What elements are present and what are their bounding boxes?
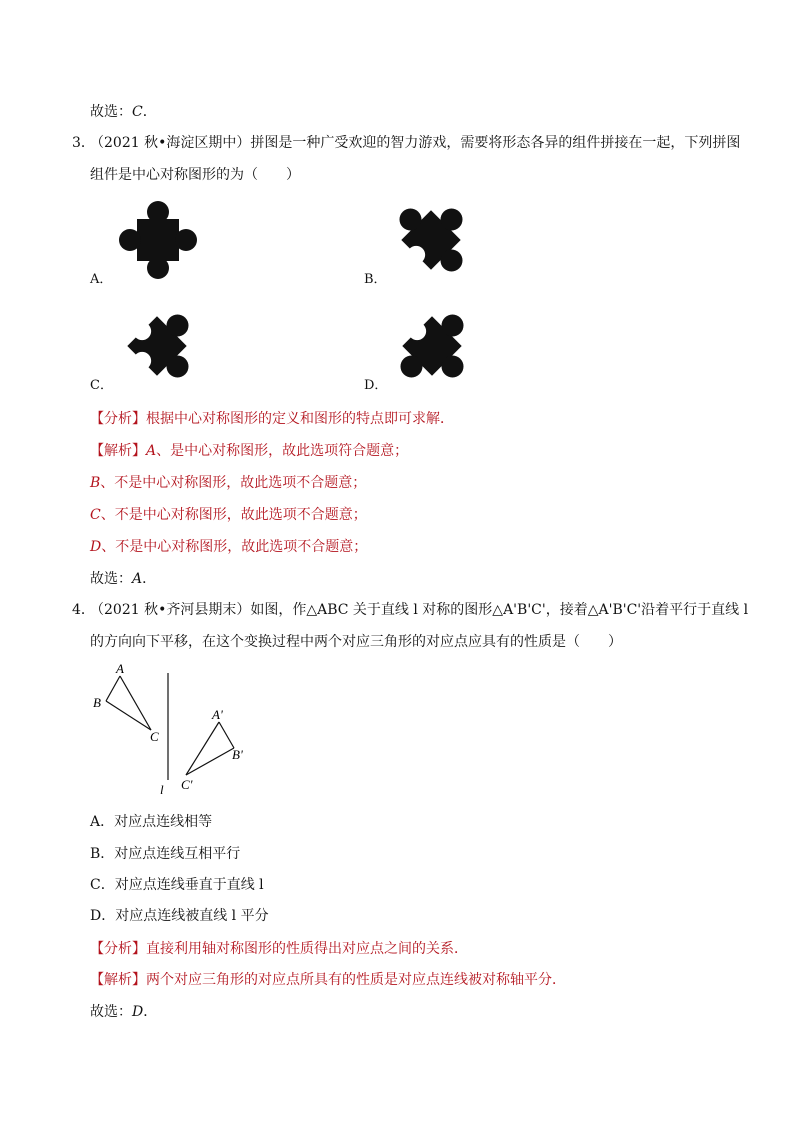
q4-answer [90,1002,157,1022]
q4-solution [90,970,566,990]
solution-letter: C [90,507,101,523]
solution-text: 、是中心对称图形，故此选项符合题意； [156,443,409,459]
point-c-label: C [150,729,159,744]
solution-letter: D [90,539,102,555]
solution-letter: A [146,443,157,459]
q3-option-c-label: C． [90,378,113,393]
q3-answer [90,569,156,589]
q3-stem-text: 拼图是一种广受欢迎的智力游戏，需要将形态各异的组件拼接在一起，下列拼图 [250,135,741,151]
solution-text: 两个对应三角形的对应点所具有的性质是对应点连线被对称轴平分． [146,972,566,988]
puzzle-piece-c-icon [114,305,200,387]
q3-number: 3． [72,135,95,151]
answer-letter: D [132,1004,144,1020]
q4-stem-line2: 的方向向下平移，在这个变换过程中两个对应三角形的对应点应具有的性质是（ ） [90,634,622,650]
solution-text: 、不是中心对称图形，故此选项不合题意； [100,475,367,491]
q3-stem-line1 [90,133,740,153]
analysis-text: 直接利用轴对称图形的性质得出对应点之间的关系． [146,941,468,957]
solution-tag: 【解析】 [90,972,146,988]
analysis-tag: 【分析】 [90,411,146,427]
solution-text: 、不是中心对称图形，故此选项不合题意； [100,507,367,523]
triangle-a1b1c1-side-ab [219,722,234,748]
triangle-abc-side-ca [120,676,151,730]
q3-solution-b [90,473,366,493]
solution-text: 、不是中心对称图形，故此选项不合题意； [101,539,368,555]
answer-prefix: 故选： [90,571,132,587]
prev-answer [90,102,157,122]
puzzle-piece-a-icon [118,199,198,281]
q3-option-d-label: D． [364,378,388,393]
q3-option-a-label: A． [90,272,113,287]
answer-prefix: 故选： [90,104,132,120]
analysis-tag: 【分析】 [90,941,146,957]
q3-solution-c [90,505,367,525]
point-c-prime-label: C' [181,777,193,792]
q3-solution-a [90,441,408,461]
q4-analysis [90,939,468,959]
q3-solution-d [90,537,367,557]
answer-suffix: ． [142,571,157,587]
answer-suffix: ． [142,104,157,120]
q4-stem-line1 [90,600,748,620]
triangle-abc-side-bc [106,701,151,730]
point-b-prime-label: B' [232,747,243,762]
triangle-a1b1c1-side-ca [186,722,219,775]
puzzle-piece-d-icon [390,305,474,387]
point-a-label: A [116,661,124,676]
q3-source: （2021 秋•海淀区期中） [90,135,251,151]
puzzle-piece-b-icon [390,199,472,281]
q4-stem-text: 如图，作△ABC 关于直线 l 对称的图形△A'B'C'，接着△A'B'C'沿着平行于直线 l [250,602,749,618]
q4-option-c: C．对应点连线垂直于直线 l [90,877,264,893]
triangle-a1b1c1-side-bc [186,748,234,775]
answer-suffix: ． [143,1004,158,1020]
answer-letter: C [132,104,143,120]
q4-option-b: B．对应点连线互相平行 [90,846,241,862]
q4-reflection-figure [88,658,268,798]
point-a-prime-label: A' [212,707,223,722]
solution-tag: 【解析】 [90,443,146,459]
q4-option-d: D．对应点连线被直线 l 平分 [90,908,269,924]
triangle-abc-side-ab [106,676,120,701]
line-l-label: l [160,782,164,797]
q4-source: （2021 秋•齐河县期末） [90,602,251,618]
answer-prefix: 故选： [90,1004,132,1020]
analysis-text: 根据中心对称图形的定义和图形的特点即可求解． [146,411,454,427]
q4-number: 4． [72,602,95,618]
answer-letter: A [132,571,143,587]
q3-analysis [90,409,454,429]
point-b-label: B [93,695,101,710]
q4-option-a: A．对应点连线相等 [90,814,213,830]
q3-option-b-label: B． [364,272,387,287]
solution-letter: B [90,475,101,491]
q3-stem-line2: 组件是中心对称图形的为（ ） [90,167,300,183]
